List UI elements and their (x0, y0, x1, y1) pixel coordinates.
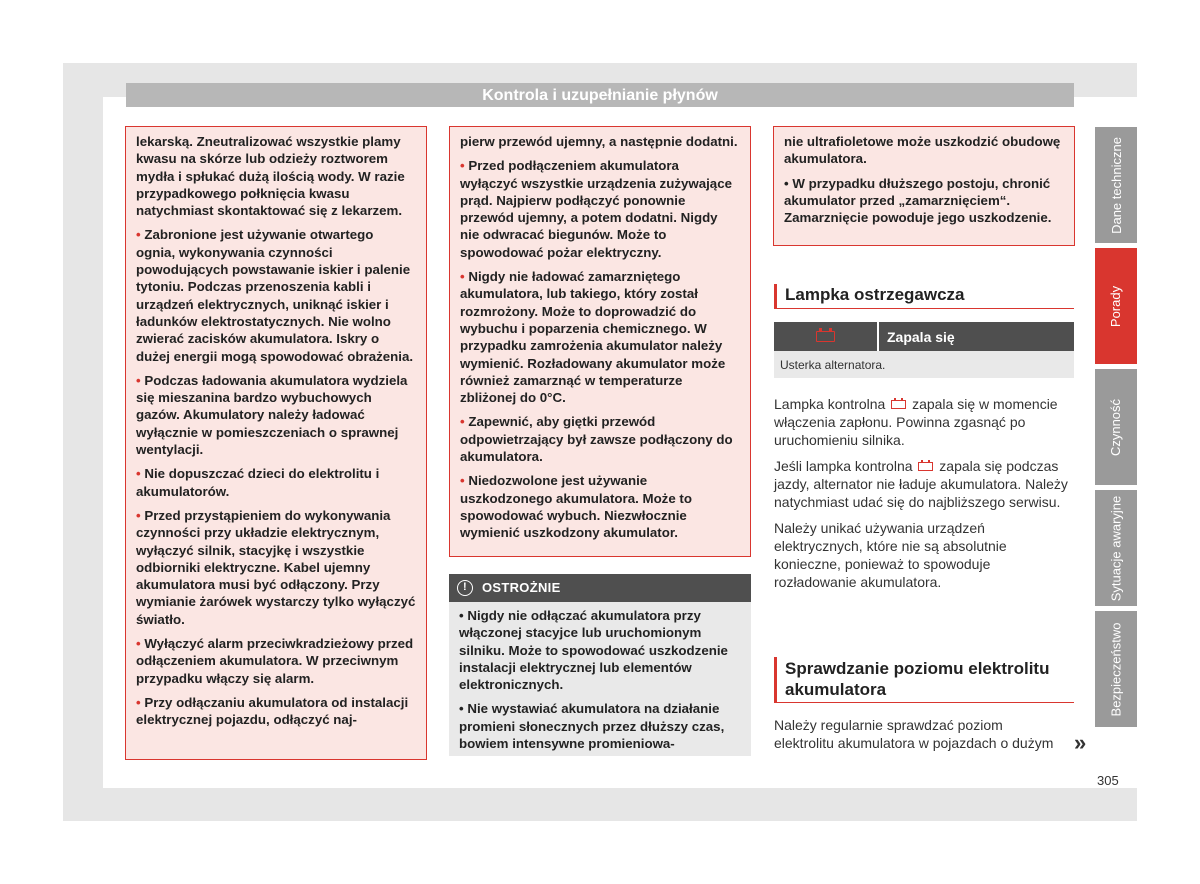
bullet-icon: • (460, 414, 469, 430)
lamp-state-label: Zapala się (887, 329, 955, 345)
tab-czynnosc[interactable]: Czynność (1095, 369, 1137, 485)
warning-bullet-item: • Zapewnić, aby giętki przewód odpowietrzający był zawsze podłączony do akumulatora. (460, 414, 733, 465)
warning-paragraph: pierw przewód ujemny, a następnie dodatni. (460, 134, 738, 149)
caution-box (449, 574, 751, 756)
indicator-lamp-table (774, 322, 1074, 378)
tab-dane-techniczne[interactable]: Dane techniczne (1095, 127, 1137, 243)
warning-bullet-item: • W przypadku dłuższego postoju, chronić akumulator przed „zamarznięciem“. Zamarznięcie powoduje jego uszkodzenie. (784, 175, 1052, 226)
bullet-icon: • (460, 269, 469, 285)
warning-bullet-item: • Niedozwolone jest używanie uszkodzonego akumulatora. Może to spowodować wybuch. Niezwłocznie wymienić uszkodzony akumulator. (460, 473, 692, 541)
lamp-table-header (774, 322, 1074, 351)
electrolyte-paragraph: Należy regularnie sprawdzać poziom elektrolitu akumulatora w pojazdach o dużym (774, 717, 1054, 751)
caution-bullet-item: • Nie wystawiać akumulatora na działanie promieni słonecznych przez dłuższy czas, bowiem intensywne promieniowa- (459, 701, 725, 752)
page-title: Kontrola i uzupełnianie płynów (126, 83, 1074, 107)
bullet-icon: • (136, 466, 145, 482)
caution-bullet-item: • Nigdy nie odłączać akumulatora przy włączonej stacyjce lub uruchomionym silniku. Może to spowodować uszkodzenie instalacji elektrycznej lub elementów elektronicznych. (459, 608, 728, 693)
battery-icon (891, 400, 906, 409)
section-heading-electrolyte: Sprawdzanie poziomu elektrolitu akumulatora (774, 657, 1074, 703)
warning-box-col2 (449, 126, 751, 557)
warning-bullet-item: • Podczas ładowania akumulatora wydziela się mieszanina bardzo wybuchowych gazów. Akumulatory należy ładować wyłącznie w pomieszczeniach o sprawnej wentylacji. (136, 372, 408, 458)
page-number: 305 (1097, 773, 1119, 788)
battery-icon (816, 331, 835, 342)
warning-bullet-item: • Przed przystąpieniem do wykonywania czynności przy układzie elektrycznym, wyłączyć silnik, stacyjkę i wszystkie odbiorniki elektryczne. Kabel ujemny akumulatora musi być odłączony. Przy wymianie żarówek wystarczy tylko wyłączyć światło. (136, 507, 416, 627)
body-paragraph: Lampka kontrolna zapala się w momencie włączenia zapłonu. Powinna zgasnąć po uruchomieniu silnika. (774, 396, 1058, 448)
warning-paragraph: lekarską. Zneutralizować wszystkie plamy kwasu na skórze lub odzieży roztworem mydła i spłukać dużą ilością wody. W razie przypadkowego połknięcia kwasu natychmiast skontaktować się z lekarzem. (136, 134, 405, 219)
bullet-icon: • (460, 473, 469, 489)
bullet-icon: • (136, 372, 145, 388)
bullet-icon: • (460, 158, 469, 174)
warning-box-col3 (773, 126, 1075, 246)
warning-bullet-item: • Nigdy nie ładować zamarzniętego akumulatora, lub takiego, który został rozmrożony. Może to doprowadzić do wybuchu i poparzenia chemicznego. W przypadku zamrożenia akumulator należy wymienić. Rozładowany akumulator może również zamarznąć w temperaturze zbliżonej do 0°C. (460, 269, 726, 406)
body-paragraph: Jeśli lampka kontrolna zapala się podczas jazdy, alternator nie ładuje akumulatora. Należy natychmiast udać się do najbliższego serwisu. (774, 458, 1068, 510)
exclamation-icon: ! (457, 580, 473, 596)
warning-bullet-item: • Zabronione jest używanie otwartego ognia, wykonywania czynności powodujących powstawanie iskier i palenie tytoniu. Podczas przenoszenia kabli i urządzeń elektrycznych, uniknąć iskier i ładunków elektrostatycznych. Nie wolno zwierać zacisków akumulatora. Iskry o dużej energii mogą spowodować obrażenia. (136, 227, 414, 364)
tab-porady[interactable]: Porady (1095, 248, 1137, 364)
bullet-icon: • (136, 694, 145, 710)
bullet-icon: • (136, 636, 145, 652)
lamp-icon-cell (774, 322, 879, 351)
lamp-description: Usterka alternatora. (774, 351, 1074, 378)
caution-title: OSTROŻNIE (482, 580, 561, 595)
caution-header (449, 574, 751, 602)
warning-bullet-item: • Wyłączyć alarm przeciwkradzieżowy przed odłączeniem akumulatora. W przeciwnym przypadku włączy się alarm. (136, 636, 414, 686)
warning-bullet-item: • Nie dopuszczać dzieci do elektrolitu i akumulatorów. (136, 466, 380, 499)
tab-bezpieczenstwo[interactable]: Bezpieczeństwo (1095, 611, 1137, 727)
warning-paragraph: nie ultrafioletowe może uszkodzić obudowę akumulatora. (784, 134, 1061, 167)
tab-sytuacje-awaryjne[interactable]: Sytuacje awaryjne (1095, 490, 1137, 606)
continue-arrow-icon: » (1074, 730, 1087, 755)
section-heading-lamp: Lampka ostrzegawcza (774, 284, 1074, 309)
bullet-icon: • (136, 227, 145, 243)
bullet-icon: • (136, 507, 145, 523)
caution-body (449, 602, 751, 764)
lamp-explanation (774, 395, 1074, 599)
body-paragraph: Należy unikać używania urządzeń elektrycznych, które nie są absolutnie konieczne, ponieważ to spowoduje rozładowanie akumulatora. (774, 520, 1007, 590)
warning-box-col1 (125, 126, 427, 760)
battery-icon (918, 462, 933, 471)
warning-bullet-item: • Przed podłączeniem akumulatora wyłączyć wszystkie urządzenia zużywające prąd. Najpierw podłączyć ponownie przewód ujemny, a potem dodatni. Nigdy nie odwracać biegunów. Może to spowodować pożar elektryczny. (460, 158, 732, 260)
warning-bullet-item: • Przy odłączaniu akumulatora od instalacji elektrycznej pojazdu, odłączyć naj- (136, 694, 409, 728)
